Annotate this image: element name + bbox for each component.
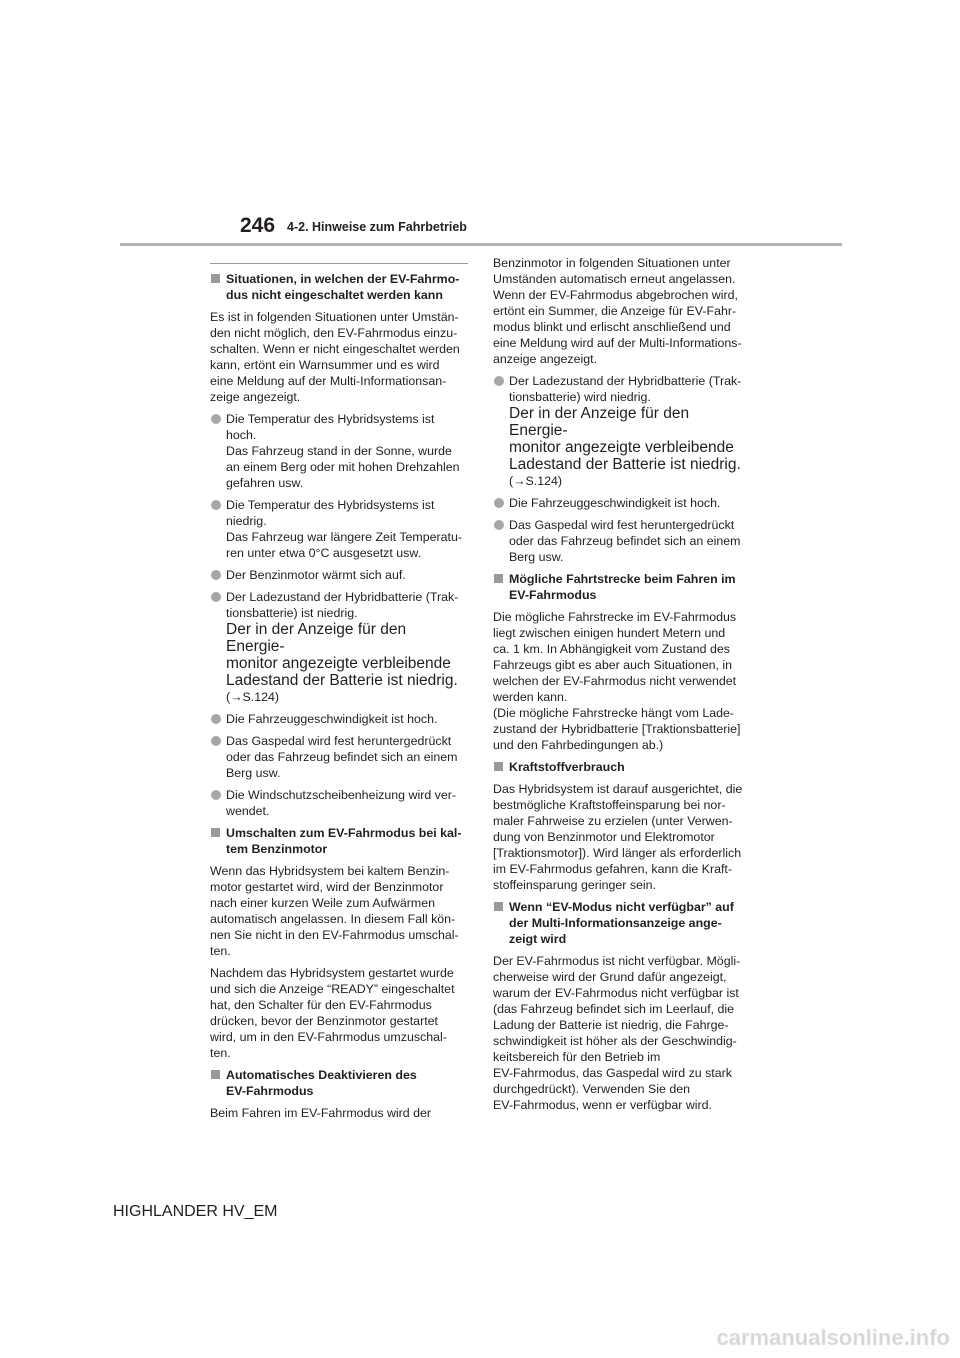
bullet-item: Die Temperatur des Hybridsystems ist hoch. Das Fahrzeug stand in der Sonne, wurde an einem Berg oder mit hohen Drehzahlen gefahren usw. [210, 411, 468, 491]
heading-ev-not-possible: Situationen, in welchen der EV-Fahrmo- dus nicht eingeschaltet werden kann [210, 271, 468, 303]
bullet-item: Der Ladezustand der Hybridbatterie (Trak- tionsbatterie) wird niedrig. Der in der Anzeige für den Energie- monitor angezeigte verbleibende Ladestand der Batterie ist niedrig. (→S.124) [493, 373, 751, 489]
watermark-logo [712, 1320, 952, 1354]
bullet-dot-icon [211, 500, 221, 510]
bullet-dot-icon [211, 736, 221, 746]
page-reference-link[interactable]: (→S.124) [226, 690, 280, 704]
heading-square-icon [211, 828, 220, 837]
heading-ev-range: Mögliche Fahrtstrecke beim Fahren im EV-Fahrmodus [493, 571, 751, 603]
bullet-dot-icon [211, 570, 221, 580]
heading-square-icon [211, 274, 220, 283]
paragraph: Es ist in folgenden Situationen unter Umstän- den nicht möglich, den EV-Fahrmodus einzu- schalten. Wenn er nicht eingeschaltet werden kann, ertönt ein Warnsummer und es wird eine Meldung auf der Multi-Informationsan- zeige angezeigt. [210, 310, 460, 404]
paragraph: Der EV-Fahrmodus ist nicht verfügbar. Mögli- cherweise wird der Grund dafür angezeigt, warum der EV-Fahrmodus nicht verfügbar ist (das Fahrzeug befindet sich im Leerlauf, die Ladung der Batterie ist niedrig, die Fahrge- schwindigkeit ist höher als der Geschwindig- keitsbereich für den Betrieb im EV-Fahrmodus, das Gaspedal wird zu stark durchgedrückt). Verwenden Sie den EV-Fahrmodus, wenn er verfügbar wird. [493, 954, 741, 1112]
svg-text:carmanualsonline.info: carmanualsonline.info [716, 1325, 950, 1350]
bullet-item: Die Fahrzeuggeschwindigkeit ist hoch. [493, 495, 751, 511]
page-reference-link[interactable]: (→S.124) [509, 474, 563, 488]
column-top-rule [210, 263, 468, 264]
bullet-item: Die Fahrzeuggeschwindigkeit ist hoch. [210, 711, 468, 727]
bullet-dot-icon [494, 498, 504, 508]
heading-square-icon [211, 1070, 220, 1079]
section-title: 4-2. Hinweise zum Fahrbetrieb [287, 220, 467, 234]
paragraph: Nachdem das Hybridsystem gestartet wurde und sich die Anzeige “READY” eingeschaltet hat, den Schalter für den EV-Fahrmodus drücken, bevor der Benzinmotor gestartet wird, um in den EV-Fahrmodus umzuschal- ten. [210, 966, 455, 1060]
paragraph: Wenn das Hybridsystem bei kaltem Benzin- motor gestartet wird, wird der Benzinmotor nach einer kurzen Weile zum Aufwärmen automatisch angelassen. In diesem Fall kön- nen Sie nicht in den EV-Fahrmodus umschal- ten. [210, 864, 459, 958]
paragraph: Beim Fahren im EV-Fahrmodus wird der [210, 1106, 432, 1120]
battery-charge-note: Der in der Anzeige für den Energie- monitor angezeigte verbleibende Ladestand der Batterie ist niedrig. [226, 621, 458, 689]
bullet-dot-icon [211, 592, 221, 602]
bullet-item: Die Temperatur des Hybridsystems ist niedrig. Das Fahrzeug war längere Zeit Temperatu- ren unter etwa 0°C ausgesetzt usw. [210, 497, 468, 561]
heading-ev-mode-unavailable: Wenn “EV-Modus nicht verfügbar” auf der Multi-Informationsanzeige ange- zeigt wird [493, 899, 751, 947]
footer-model-name: HIGHLANDER HV_EM [113, 1203, 278, 1220]
header-rule [120, 243, 842, 246]
bullet-dot-icon [211, 790, 221, 800]
left-column [210, 271, 468, 1127]
bullet-item: Der Ladezustand der Hybridbatterie (Trak- tionsbatterie) ist niedrig. Der in der Anzeige für den Energie- monitor angezeigte verbleibende Ladestand der Batterie ist niedrig. (→S.124) [210, 589, 468, 705]
bullet-dot-icon [494, 376, 504, 386]
paragraph: Benzinmotor in folgenden Situationen unter Umständen automatisch erneut angelassen. Wenn der EV-Fahrmodus abgebrochen wird, ertönt ein Summer, die Anzeige für EV-Fahr- modus blinkt und erlischt anschließend und eine Meldung wird auf der Multi-Informations- anzeige angezeigt. [493, 256, 742, 366]
heading-square-icon [494, 574, 503, 583]
page-number: 246 [240, 214, 276, 237]
bullet-dot-icon [211, 714, 221, 724]
heading-auto-deactivate: Automatisches Deaktivieren des EV-Fahrmodus [210, 1067, 468, 1099]
bullet-item: Das Gaspedal wird fest heruntergedrückt oder das Fahrzeug befindet sich an einem Berg usw. [210, 733, 468, 781]
battery-charge-note: Der in der Anzeige für den Energie- monitor angezeigte verbleibende Ladestand der Batterie ist niedrig. [509, 405, 741, 473]
heading-fuel-consumption: Kraftstoffverbrauch [493, 759, 751, 775]
bullet-dot-icon [211, 414, 221, 424]
bullet-item: Die Windschutzscheibenheizung wird ver- wendet. [210, 787, 468, 819]
heading-square-icon [494, 762, 503, 771]
paragraph: Die mögliche Fahrstrecke im EV-Fahrmodus liegt zwischen einigen hundert Metern und ca. 1 km. In Abhängigkeit vom Zustand des Fahrzeugs gibt es aber auch Situationen, in welchen der EV-Fahrmodus nicht verwendet werden kann. (Die mögliche Fahrstrecke hängt vom Lade- zustand der Hybridbatterie [Traktionsbatterie] und den Fahrbedingungen ab.) [493, 610, 741, 752]
paragraph: Das Hybridsystem ist darauf ausgerichtet, die bestmögliche Kraftstoffeinsparung bei nor- maler Fahrweise zu erzielen (unter Verwen- dung von Benzinmotor und Elektromotor [Traktionsmotor]). Wird länger als erforderlich im EV-Fahrmodus gefahren, kann die Kraft- stoffeinsparung geringer sein. [493, 782, 743, 892]
bullet-item: Das Gaspedal wird fest heruntergedrückt oder das Fahrzeug befindet sich an einem Berg usw. [493, 517, 751, 565]
heading-square-icon [494, 902, 503, 911]
heading-cold-engine: Umschalten zum EV-Fahrmodus bei kal- tem Benzinmotor [210, 825, 468, 857]
bullet-dot-icon [494, 520, 504, 530]
bullet-item: Der Benzinmotor wärmt sich auf. [210, 567, 468, 583]
right-column [493, 255, 751, 1119]
